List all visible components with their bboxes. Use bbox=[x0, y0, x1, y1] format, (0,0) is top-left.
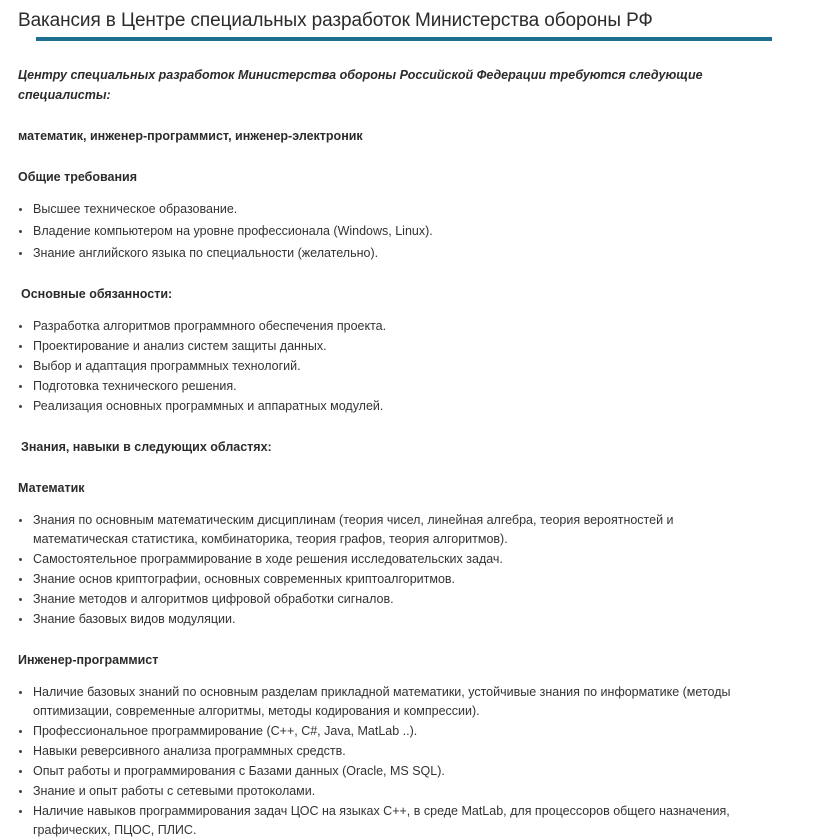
title-underline-rule bbox=[36, 37, 772, 41]
list-item: Знание базовых видов модуляции. bbox=[18, 610, 755, 629]
list-item: Высшее техническое образование. bbox=[18, 200, 755, 219]
list-item: Знание методов и алгоритмов цифровой обработки сигналов. bbox=[18, 590, 755, 609]
list-item: Знание английского языка по специальности (желательно). bbox=[18, 244, 755, 263]
list-item: Навыки реверсивного анализа программных средств. bbox=[18, 742, 771, 761]
list-software-engineer bbox=[18, 683, 808, 840]
list-item: Наличие навыков программирования задач ЦОС на языках C++, в среде MatLab, для процессоров общего назначения, графических, ПЦОС, ПЛИС. bbox=[18, 802, 771, 840]
document-content bbox=[0, 65, 826, 840]
list-item: Знание основ криптографии, основных современных криптоалгоритмов. bbox=[18, 570, 755, 589]
title-block bbox=[0, 0, 826, 41]
list-item: Опыт работы и программирования с Базами данных (Oracle, MS SQL). bbox=[18, 762, 771, 781]
list-item: Проектирование и анализ систем защиты данных. bbox=[18, 337, 755, 356]
section-heading-mathematician: Математик bbox=[18, 481, 85, 495]
list-item: Реализация основных программных и аппаратных модулей. bbox=[18, 397, 755, 416]
list-mathematician bbox=[18, 511, 808, 629]
intro-paragraph: Центру специальных разработок Министерства обороны Российской Федерации требуются следующие специалисты: bbox=[18, 68, 703, 102]
list-item: Разработка алгоритмов программного обеспечения проекта. bbox=[18, 317, 755, 336]
list-item: Подготовка технического решения. bbox=[18, 377, 755, 396]
list-general-requirements bbox=[18, 200, 808, 263]
list-item: Наличие базовых знаний по основным разделам прикладной математики, устойчивые знания по информатике (методы оптимизации, современные алгоритмы, методы кодирования и компрессии). bbox=[18, 683, 771, 721]
section-heading-general-requirements: Общие требования bbox=[18, 170, 138, 184]
list-item: Профессиональное программирование (C++, C#, Java, MatLab ..). bbox=[18, 722, 771, 741]
page-title: Вакансия в Центре специальных разработок Министерства обороны РФ bbox=[18, 10, 653, 31]
list-item: Знания по основным математическим дисциплинам (теория чисел, линейная алгебра, теория вероятностей и математическая статистика, комбинаторика, теория графов, теория алгоритмов). bbox=[18, 511, 755, 549]
list-main-duties bbox=[18, 317, 808, 416]
roles-line: математик, инженер-программист, инженер-электроник bbox=[18, 129, 363, 143]
section-heading-software-engineer: Инженер-программист bbox=[18, 653, 159, 667]
list-item: Владение компьютером на уровне профессионала (Windows, Linux). bbox=[18, 222, 755, 241]
list-item: Знание и опыт работы с сетевыми протоколами. bbox=[18, 782, 771, 801]
section-heading-main-duties: Основные обязанности: bbox=[21, 287, 173, 301]
section-heading-knowledge-areas: Знания, навыки в следующих областях: bbox=[21, 440, 272, 454]
list-item: Самостоятельное программирование в ходе решения исследовательских задач. bbox=[18, 550, 755, 569]
list-item: Выбор и адаптация программных технологий. bbox=[18, 357, 755, 376]
